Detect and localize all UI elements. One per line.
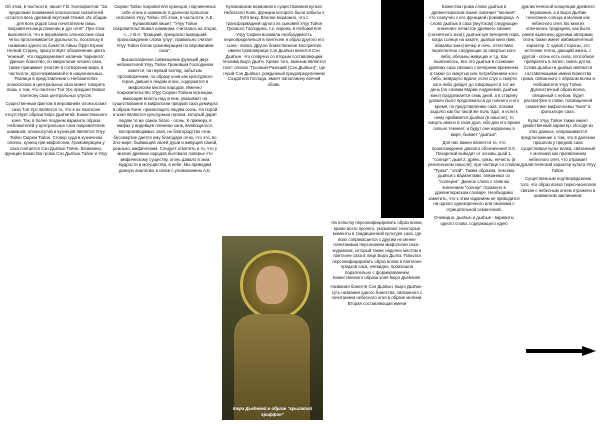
black-block (381, 0, 424, 218)
text-column-4 (330, 220, 424, 309)
paragraph: Существенным фактом в верованиях олонхосских саха Тэҥ Урс является то, что в их пантеоне отсутствует образа Кюрэ Дьөһөгөй. Божественного коня. Так, в более позднем варианте образа Небожителей у центральных саха покровителем шаманов, олонхосутов и кузнецов является Улуу Тойон Сюрюн Тойон. Сговор суда в кузнечном олонхо, кузнец при мифологии, Громовержцем у саха считается Сэн Дьаһын Тойон. Возможно, функции Божества грома Сэн Дьаһын Тойон и Улуу (4, 101, 108, 157)
deity-photo (222, 236, 323, 420)
text-column-6 (520, 4, 596, 202)
paragraph: Культ Улуу Тойон также имеет двойственный характер. Исходя из этих данных, напрашивается предположение о том, что в далеком прошлом у предков саха существовал культ волка, связанный с молнией как проявлением небесного огня, что отражает дуалистический характер культа Улуу Тойон. (520, 117, 596, 173)
right-arrow-icon (526, 346, 596, 356)
paragraph: Божества грома слово дьаһык в древнетюркском языке означает "молния", что созвучно с его функцией громовержца. А слово дьаһык в саха (якутском) следующие значения: нечистое древнего сияния (солнечного знои); дьаһык кун вечерняя пора, когда солнце на закате; дьаһык кинэ (вив. абаааһы кинэ) вечер и ночь, отчетливо переплетено следующие за смертью кого-либо, обезьны живущих и т.д. Как выяснилось, все это дьаһык в сознании древних саха связано с вечерним временем, а также со смертью или потреблением кого-либо, живущего вдали, если слух о смерти кого-либо дойдет до говорящего в тот же день (по словам Марии Андреевой, дьаһык кинэ) продолжается семь дней, а в старину должен было продолжаться до полного и его время, по представлению саха, похожа задолго как бы такой же поль 'ада', и если к нему прибавится дьаһык (в смысле), то смерть имело в злом духе, ибо дни его время сильно темнеет, и будут они нарушены в мире, бывает "дьаһык". (428, 4, 520, 137)
paragraph: Об этом, в частности, пишет Г.В. Ксенофонтов: "За пределами понимания олонхосских сказителей остается весь древний якутский Олимп. Их общим для всех родов саха почитателем лишь покровительница рожениц и дух огня". При этом выясняется, что в верованиях олонхосских саха четко прослеживается дуальность, поскольку в названии одного из божеств Айыы Ӧрӱн Юрюнг Нелкэй Старец, присутствует обозначение цвета 'нежный', что подразумевает наличие 'варианта'. Данное божество, по мифологии олонхо саха, также принимает участие в сотворении мира, в частности, прослеживаемой и в национальных. Разница в представлении о Небожителях олонхосских и центральных саха может говорить лишь о том, что пантеон Тэҥ Урс предшествовал пантеону саха центральных улусов. (4, 4, 108, 98)
face-shape (256, 266, 288, 304)
photo-caption: Кюрэ Дьөһөгөй в образе "крылатой гриффон" (232, 406, 313, 417)
text-column-2 (112, 4, 218, 176)
paragraph: дуалистической концепции древнего верования, а в Бырэ Дьэһик почитание солнца и молнии как небесного огня. Во многих этнических традициях, как было ранее выяснено другими авторами, огонь также имеет амбивалентный характер. С одной стороны, это источник тепла, дающий жизнь, с другой - огонь есть сила, способная превратить в пепел, сжечь дотла. Слова дьаһын и дьаһык являются составляющими имени Божества грома, связанного с образом волка и Небожителя Улуу Тойон. Дуалистичный образ волка, связанный с небом, будет рассмотрен в главе, посвященной семантике мифологемы "волк" в фольклоре саха. (521, 4, 595, 115)
paragraph: На попытку персонифицировать образ волка, кроме всего прочего, указывают некоторые моменты в традиционной культуре саха, где волк соприкасается с другим не менее почитаемым персонажем мифологии саха - журавлем, который также наделен местом в пантеоне саха в лице Бырэ Дьэһэ. Попытка персонифицировать образ волка в пантеоне предков саха, очевидно, произошла параллельно с формированием Божественного образа коня Кюрэ Дьөһөгөй. (331, 220, 423, 281)
paragraph: Вышесказанное совмещение функций двух небожителей Улуу Тойон Громовым Господином кажется, на первый взгляд, забытым противоречием, по образу коня как культурного героя, давшего людям огонь, содержится в мифологии многих народов. Именно покровительство Улуу Сюрюн Тойона кузнецам, имеющим власть над огнем, указывает на существование в мифологии предков саха демиурга в образе Коня, приносящего людям огонь. Но порой и коня являются культурным героем, который дарит людям то же самое благо - огонь. К примеру, в мифах у индейцев племени ханк, являющегося, воспроизводимых злая, не благородство огни, бессмертие дается ему благодаря огню, что это, во Зло-мире, бывающей своей души и живущей самой, реально, мифическим. Следует отметить и то, что у многих древних народов бытовало поверье что мифическому существу, огонь давало в знак мудрости и могущества, в небе. Мы приводим данную аналогию в связи с упоминанием А.Е. (112, 56, 218, 173)
paragraph: Существенным подтверждением того, что образ волка тюрко-монголов связан с небесным огнем отражено в шаманском заклинании: (520, 176, 596, 199)
text-column-5 (428, 4, 520, 229)
paragraph: Названия божеств Сэн Дьаһын, Бырэ Дьэһик - суть названия одного божества, связанного с почитанием небесного огня в образе молнии. Вторая составляющая имени (330, 284, 424, 306)
paragraph: Кулаковским возможного существования культа Небесного Коня, функции которого были забыты к XVIII веку. Вполне возможно, что с трансформацией одного из сыновей Улуу Тойон Грозного Господина, т.е. ворона, в Небожителя Улуу Сюрюн возникла необходимость переопределиться в пантеоне и образ другого его сына - волка. Другое божественное восприятие имени громовержца Сэн Дьаһын валится Сэн Дьаһын, что созвучно со вторым составляющим теонима Бырэ Дьэһэ. Кроме того, важным является текст олонхо "Грозный-Разящий (Сэн Дьаһын)", где герой Сэн Дьаһын, рожденный предопределением Создателя Господа, имеет наполовину волчий облик. (222, 4, 326, 87)
figure-body-shape (234, 314, 310, 420)
paragraph: Сюрюн Тойон покровителя кузнецов, подчиненных себе огонь и шаманов, в далеком прошлом исполнял Улуу Тойон. Об этом, в частности, А.Е. Кулаковский пишет: "Улуу Тойон покровительствовал шаманам, считалась их отцом, <...> В.Н. Троицкий, прекрасно выведший происхождение слова 'улуу', правильно считает Улуу Тойон богом громовержцем по верованиям саха". (113, 4, 217, 54)
text-column-1 (4, 4, 108, 160)
paragraph: Для нас важен является то, что происхождение данного обозначения Э.К. Пекарский выводит от основы дьай 1. "солнце"; дьай 2. дрянь, грязь, нечисть (в религиозном смысле); при частице со словом "Тунах", "злой". Таким образом, лексема дьаһык с вариантами, связанных со "солнцем". Данное слово с этим же значением "солнце" отражено в древнетюркском словаре. Необходимо заметить, что к этим изданиям не приводится ни одного однокоренного или омонима с отрицательной семантикой. (428, 140, 520, 212)
text-column-3 (222, 4, 326, 90)
paragraph: Очевидно, дьаһын и дьаһык - варианты одного слова, содержащего идею (434, 215, 514, 226)
